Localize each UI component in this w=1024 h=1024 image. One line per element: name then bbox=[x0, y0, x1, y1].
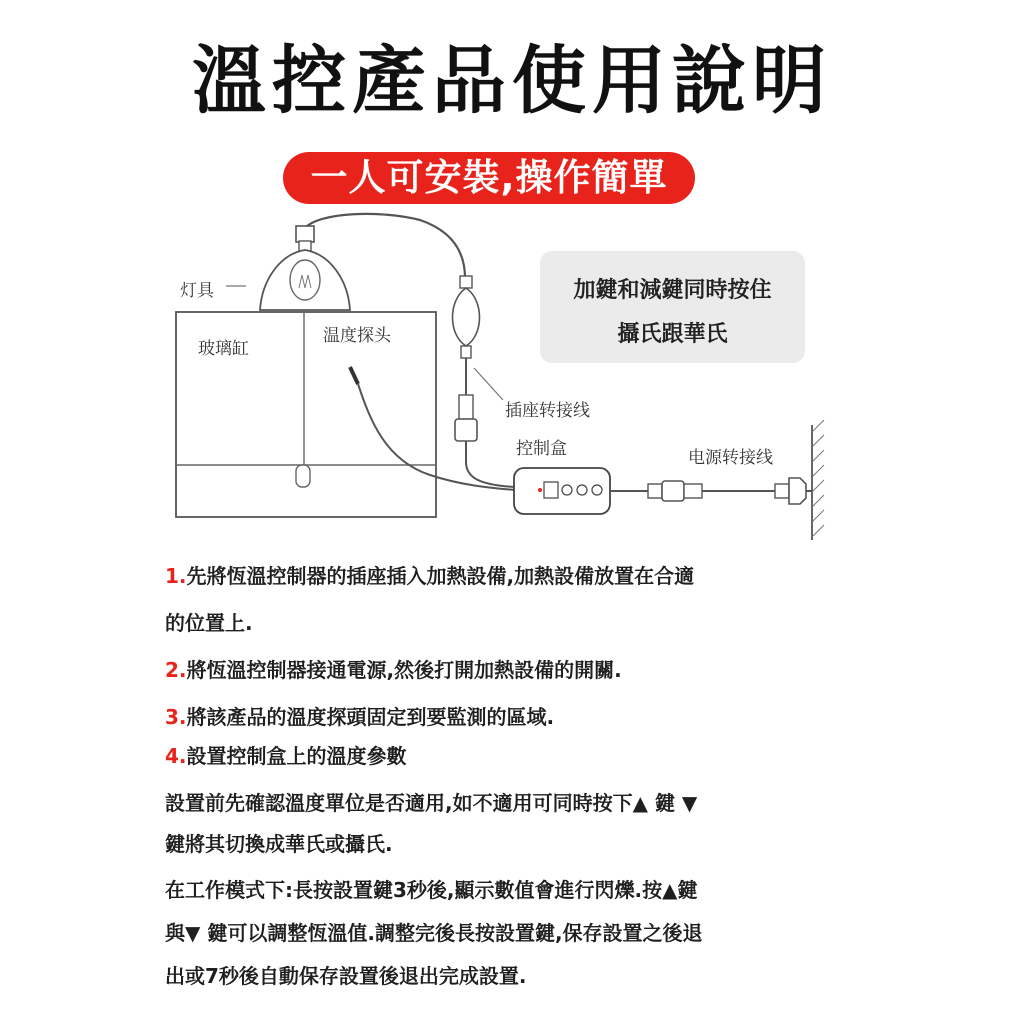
step-line bbox=[165, 917, 703, 946]
step-line bbox=[165, 607, 253, 636]
step-line bbox=[165, 787, 697, 816]
step-number: 2. bbox=[165, 658, 187, 682]
step-line bbox=[165, 828, 393, 857]
step-text: 將恆溫控制器接通電源,然後打開加熱設備的開關. bbox=[186, 658, 622, 682]
wall bbox=[812, 420, 824, 540]
note-line-1: 加鍵和減鍵同時按住 bbox=[573, 278, 772, 303]
control-box bbox=[514, 468, 610, 514]
label-control-box: 控制盒 bbox=[516, 439, 567, 459]
label-lamp: 灯具 bbox=[180, 281, 214, 301]
step-text: 在工作模式下:長按設置鍵3秒後,顯示數值會進行閃爍.按▲鍵 bbox=[165, 878, 698, 902]
label-socket-adapter-cable: 插座转接线 bbox=[505, 401, 590, 421]
step-text: 出或7秒後自動保存設置後退出完成設置. bbox=[165, 964, 527, 988]
step-text: 設置控制盒上的溫度參數 bbox=[186, 744, 407, 768]
step-number: 3. bbox=[165, 705, 187, 729]
step-text: 設置前先確認溫度單位是否適用,如不適用可同時按下▲ 鍵 ▼ bbox=[165, 791, 698, 815]
step-text: 將該產品的溫度探頭固定到要監測的區域. bbox=[186, 705, 555, 729]
step-line bbox=[165, 654, 622, 683]
step-text: 的位置上. bbox=[165, 611, 253, 635]
label-temperature-probe: 温度探头 bbox=[323, 326, 391, 346]
power-adapter-cable bbox=[610, 478, 812, 504]
feature-badge: 一人可安裝,操作簡單 bbox=[283, 152, 695, 204]
bulb bbox=[290, 260, 320, 300]
socket-adapter-cable bbox=[453, 276, 516, 487]
step-line bbox=[165, 960, 527, 989]
note-line-2: 攝氏跟華氏 bbox=[617, 322, 728, 347]
page-title: 溫控產品使用說明 bbox=[192, 38, 832, 124]
step-line bbox=[165, 874, 698, 903]
label-power-adapter-cable: 电源转接线 bbox=[688, 448, 773, 468]
step-number: 1. bbox=[165, 564, 187, 588]
step-text: 與▼ 鍵可以調整恆溫值.調整完後長按設置鍵,保存設置之後退 bbox=[165, 921, 703, 945]
step-line bbox=[165, 701, 554, 730]
step-text: 鍵將其切換成華氏或攝氏. bbox=[165, 832, 393, 856]
step-line bbox=[165, 740, 407, 769]
lamp-socket bbox=[296, 226, 314, 242]
step-line bbox=[165, 560, 694, 589]
step-text: 先將恆溫控制器的插座插入加熱設備,加熱設備放置在合適 bbox=[186, 564, 695, 588]
step-number: 4. bbox=[165, 744, 187, 768]
label-glass-tank: 玻璃缸 bbox=[198, 339, 249, 359]
